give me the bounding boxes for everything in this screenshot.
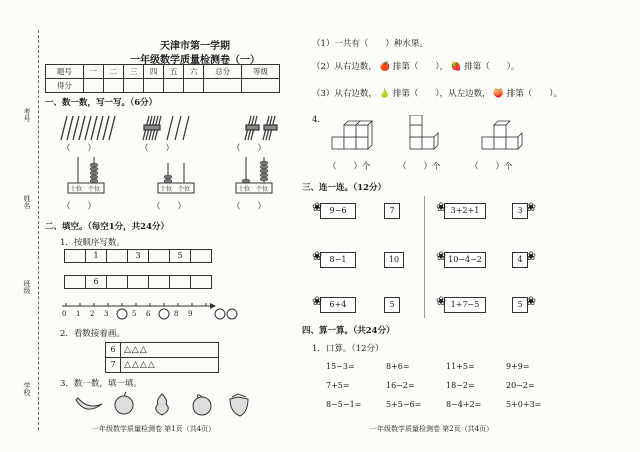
score-head: 六 xyxy=(184,65,204,79)
banana-icon xyxy=(76,398,102,409)
section1-title: 一、数一数，写一写。（6分） xyxy=(45,98,158,108)
score-head: 二 xyxy=(103,65,123,79)
question-2-2: 2．看数接着画。 xyxy=(60,329,125,339)
match-number-card[interactable]: 3 xyxy=(512,203,528,219)
question-2-3: 3．数一数，填一填。 xyxy=(60,379,142,389)
match-number-card[interactable]: 4 xyxy=(512,252,528,268)
section3-title: 三、连一连。（12分） xyxy=(302,183,387,193)
score-head: 题号 xyxy=(46,65,84,79)
r3-part: （3）从右边数， xyxy=(312,89,377,99)
cube-count-paren[interactable]: （ ）个 xyxy=(398,162,441,172)
question-2-1: 1．按顺序写数。 xyxy=(60,238,125,248)
calc-item[interactable]: 20−2= xyxy=(506,381,535,390)
abacus-label: 个位 xyxy=(256,186,269,193)
abacus-label: 十位 xyxy=(238,186,251,193)
title-line1: 天津市第一学期 xyxy=(160,41,230,52)
match-number-card[interactable]: 7 xyxy=(384,203,400,219)
tick-label: 6 xyxy=(146,310,151,318)
subsection-4-1: 1．口算。（12分） xyxy=(312,344,384,354)
flower-icon: ❀ xyxy=(312,249,323,263)
section4-title: 四、算一算。（共24分） xyxy=(302,326,395,336)
footer-left: 一年级数学质量检测卷 第1页（共4页） xyxy=(92,425,216,433)
seq-cell: 5 xyxy=(170,249,191,263)
calc-item[interactable]: 11+5= xyxy=(446,362,475,371)
match-expression-card[interactable]: 9−6 xyxy=(320,203,356,219)
match-number-card[interactable]: 5 xyxy=(512,297,528,313)
score-head: 等级 xyxy=(242,65,280,79)
triangles-row[interactable]: △△△△ xyxy=(124,360,156,370)
seq-cell[interactable] xyxy=(107,249,128,263)
flower-icon: ❀ xyxy=(312,200,323,214)
binding-line xyxy=(38,30,39,430)
seq-cell[interactable] xyxy=(170,275,191,289)
score-cell[interactable] xyxy=(242,79,280,93)
question-r3 xyxy=(312,87,562,99)
draw-count: 7 xyxy=(106,358,121,372)
cubes-illustration xyxy=(330,115,530,155)
apple-icon: 🍎 xyxy=(379,62,391,72)
cube-count-paren[interactable]: （ ）个 xyxy=(328,162,371,172)
r2-part: 排第（ ）。 xyxy=(464,62,520,72)
match-expression-card[interactable]: 6+4 xyxy=(320,297,356,313)
match-number-card[interactable]: 10 xyxy=(384,252,404,268)
score-head: 一 xyxy=(83,65,103,79)
seq-cell: 6 xyxy=(86,275,107,289)
strawberry-icon xyxy=(230,394,248,416)
score-cell[interactable] xyxy=(83,79,103,93)
score-cell[interactable] xyxy=(204,79,242,93)
sequence-row-b xyxy=(64,275,212,289)
tick-label: 8 xyxy=(174,310,179,318)
tick-label: 9 xyxy=(188,310,193,318)
seq-cell[interactable] xyxy=(149,249,170,263)
score-head: 五 xyxy=(164,65,184,79)
abacus-label: 十位 xyxy=(160,186,173,193)
calc-item[interactable]: 5+0+3= xyxy=(506,400,542,409)
strawberry-icon: 🍓 xyxy=(450,62,462,72)
tick-label: 5 xyxy=(132,310,137,318)
seq-cell[interactable] xyxy=(191,249,212,263)
match-number-card[interactable]: 5 xyxy=(384,297,400,313)
r2-part: （2）从右边数， xyxy=(312,62,377,72)
calc-item[interactable]: 15−3= xyxy=(326,362,355,371)
gutter-label-school: 学校 xyxy=(23,382,31,396)
score-cell[interactable] xyxy=(164,79,184,93)
r3-part: 排第（ ）。 xyxy=(506,89,562,99)
score-row-label: 得分 xyxy=(46,79,84,93)
cube-count-paren[interactable]: （ ）个 xyxy=(470,162,513,172)
peach-icon: 🍑 xyxy=(493,89,504,99)
section2-title: 二、填空。（每空1分，共24分） xyxy=(45,222,169,232)
calc-grid xyxy=(326,362,566,409)
score-cell[interactable] xyxy=(123,79,143,93)
question-r2 xyxy=(312,60,519,72)
match-expression-card[interactable]: 1+7−5 xyxy=(444,297,486,313)
score-cell[interactable] xyxy=(144,79,164,93)
apple-icon xyxy=(115,392,133,414)
answer-paren[interactable]: （ ） xyxy=(232,202,267,212)
flower-icon: ❀ xyxy=(526,200,537,214)
match-expression-card[interactable]: 10−4−2 xyxy=(444,252,486,268)
flower-icon: ❀ xyxy=(526,294,537,308)
gutter-label-class: 班级 xyxy=(23,280,31,294)
answer-paren[interactable]: （ ） xyxy=(140,144,175,154)
seq-cell[interactable] xyxy=(107,275,128,289)
r3-part: 排第（ ），从左边数， xyxy=(392,89,491,99)
abacus-label: 十位 xyxy=(70,186,83,193)
calc-item[interactable]: 9+9= xyxy=(506,362,530,371)
abacus-label: 个位 xyxy=(178,186,191,193)
question-r1: （1）一共有（ ）种水果。 xyxy=(312,39,428,49)
seq-cell[interactable] xyxy=(64,275,86,289)
calc-item[interactable]: 18−2= xyxy=(446,381,475,390)
flower-icon: ❀ xyxy=(526,249,537,263)
calc-item[interactable]: 8−4+2= xyxy=(446,400,482,409)
flower-icon: ❀ xyxy=(436,200,447,214)
tick-label: 2 xyxy=(90,310,95,318)
r2-part: 排第（ ）， xyxy=(392,62,449,72)
score-head: 三 xyxy=(123,65,143,79)
match-divider xyxy=(424,196,425,318)
seq-cell[interactable] xyxy=(149,275,170,289)
pear-icon: 🍐 xyxy=(379,89,391,99)
calc-item[interactable]: 7+5= xyxy=(326,381,350,390)
draw-count: 6 xyxy=(106,343,121,357)
peach-icon xyxy=(193,395,211,415)
score-cell[interactable] xyxy=(103,79,123,93)
answer-paren[interactable]: （ ） xyxy=(62,202,97,212)
gutter-label-name: 姓名 xyxy=(23,195,31,209)
footer-right: 一年级数学质量检测卷 第2页（共4页） xyxy=(370,425,494,433)
match-expression-card[interactable]: 3+2+1 xyxy=(444,203,486,219)
score-table xyxy=(45,64,280,93)
abacus-label: 个位 xyxy=(88,186,101,193)
question-4-label: 4. xyxy=(312,115,321,125)
fruits-illustration xyxy=(72,390,252,418)
title-line2: 一年级数学质量检测卷（一） xyxy=(130,55,260,66)
seq-cell: 3 xyxy=(128,249,149,263)
seq-cell[interactable] xyxy=(64,249,86,263)
gutter-label-kaohao: 考号 xyxy=(23,108,31,122)
answer-paren[interactable]: （ ） xyxy=(232,144,267,154)
tick-label: 3 xyxy=(104,310,109,318)
answer-paren[interactable]: （ ） xyxy=(152,202,187,212)
triangles-row[interactable]: △△△ xyxy=(124,345,148,355)
counting-sticks-illustration xyxy=(55,112,290,144)
tick-label: 1 xyxy=(76,310,81,318)
score-head: 总分 xyxy=(204,65,242,79)
seq-cell: 1 xyxy=(86,249,107,263)
sequence-row-a xyxy=(64,249,212,263)
seq-cell[interactable] xyxy=(191,275,212,289)
score-cell[interactable] xyxy=(184,79,204,93)
tick-label: 0 xyxy=(62,310,67,318)
flower-icon: ❀ xyxy=(436,249,447,263)
calc-item[interactable]: 8+6= xyxy=(386,362,410,371)
answer-paren[interactable]: （ ） xyxy=(62,144,97,154)
seq-cell[interactable] xyxy=(128,275,149,289)
flower-icon: ❀ xyxy=(436,294,447,308)
calc-item[interactable]: 16−2= xyxy=(386,381,415,390)
calc-item[interactable]: 8−5−1= xyxy=(326,400,362,409)
score-head: 四 xyxy=(144,65,164,79)
flower-icon: ❀ xyxy=(312,294,323,308)
pear-icon xyxy=(156,394,169,415)
match-expression-card[interactable]: 8−1 xyxy=(320,252,356,268)
draw-table xyxy=(105,342,219,373)
calc-item[interactable]: 5+5−6= xyxy=(386,400,422,409)
